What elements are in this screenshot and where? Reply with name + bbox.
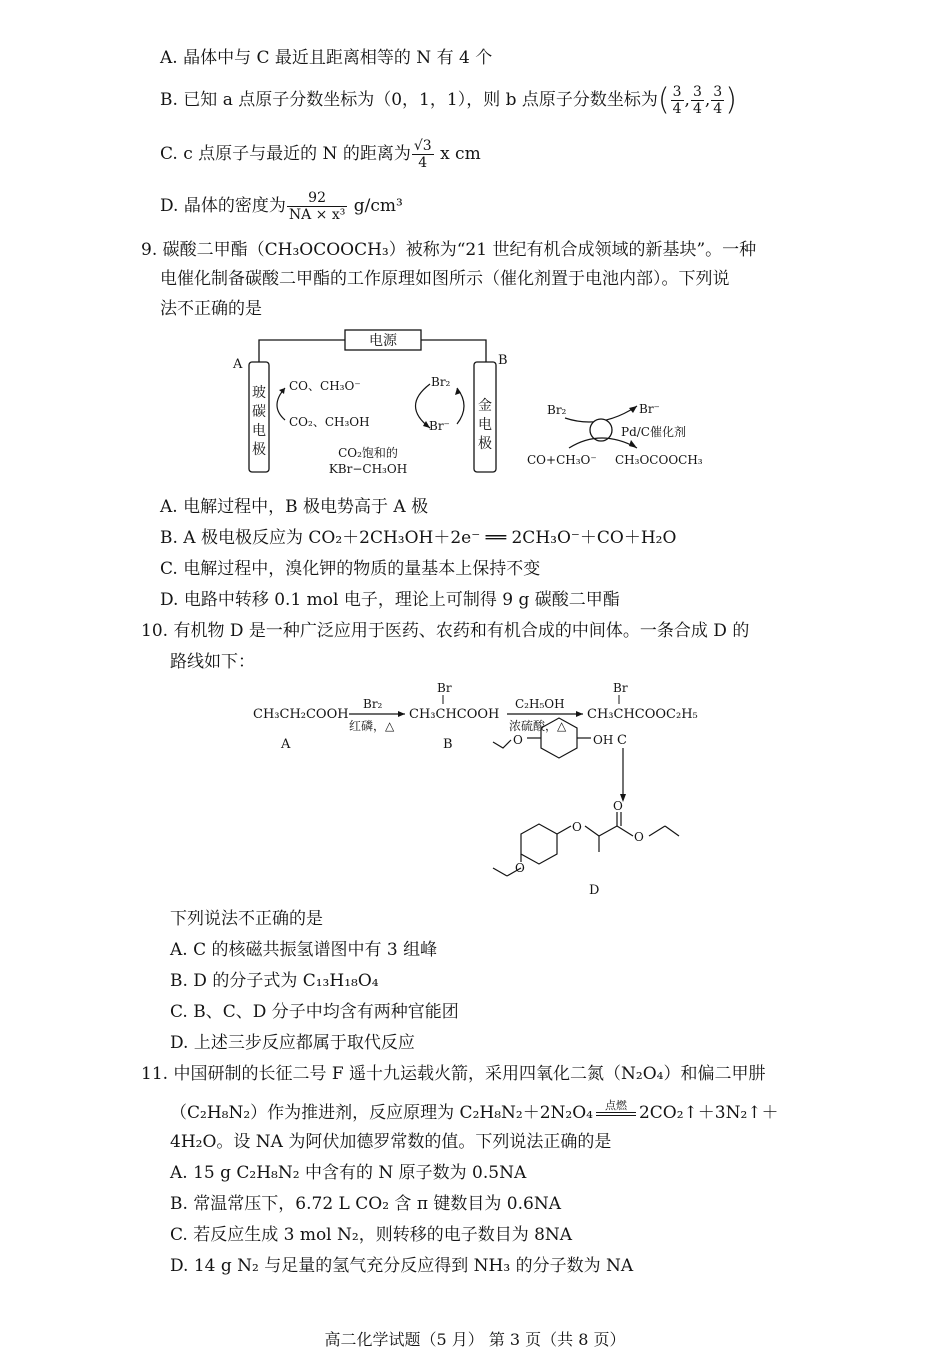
q8-option-b: B. 已知 a 点原子分数坐标为（0，1，1），则 b 点原子分数坐标为( $\frac{3}{4}$ , $\frac{3}{4}$ , $\frac{3}{4}$ ) — [160, 82, 737, 118]
electrolyte-label-1: CO₂饱和的 — [338, 446, 398, 460]
q9-stem-line1: 9. 碳酸二甲酯（CH₃OCOOCH₃）被称为“21 世纪有机合成领域的新基块”。一种 — [141, 240, 757, 260]
open-paren: ( — [657, 82, 670, 118]
frac-1: $\frac{3}{4}$ — [672, 84, 682, 117]
arrow2-reagent: C₂H₅OH — [515, 697, 565, 711]
q11-equation-left: （C₂H₈N₂）作为推进剂，反应原理为 C₂H₈N₂＋2N₂O₄ — [170, 1103, 593, 1123]
arrowhead — [629, 406, 637, 413]
q10-option-c: C. B、C、D 分子中均含有两种官能团 — [170, 1002, 459, 1022]
right-electrode-char: 金 — [478, 398, 492, 414]
q10-stem-line1: 10. 有机物 D 是一种广泛应用于医药、农药和有机合成的中间体。一条合成 D 的 — [141, 621, 750, 641]
right-reductant-label: Br⁻ — [429, 419, 450, 433]
q9-option-c: C. 电解过程中，溴化钾的物质的量基本上保持不变 — [160, 559, 541, 579]
q8-option-a: A. 晶体中与 C 最近且距离相等的 N 有 4 个 — [160, 48, 493, 68]
q11-stem-line2 — [170, 1100, 779, 1124]
left-product-label: CO、CH₃O⁻ — [289, 379, 361, 393]
catalyst-br2: Br₂ — [547, 403, 567, 417]
q9-option-b: B. A 极电极反应为 CO₂＋2CH₃OH＋2e⁻ ══ 2CH₃O⁻＋CO＋H₂O — [160, 528, 677, 548]
arrow1-reagent: Br₂ — [363, 697, 383, 711]
right-electrode-char: 极 — [478, 436, 492, 452]
right-electrode-char: 电 — [478, 417, 492, 433]
compound-c-formula: CH₃CHCOOC₂H₅ — [587, 707, 698, 722]
page-footer: 高二化学试题（5 月） 第 3 页（共 8 页） — [324, 1330, 626, 1349]
left-electrode-char: 电 — [252, 423, 266, 439]
q11-stem-line3: 4H₂O。设 NA 为阿伏加德罗常数的值。下列说法正确的是 — [170, 1132, 612, 1152]
q9-stem-line2: 电催化制备碳酸二甲酯的工作原理如图所示（催化剂置于电池内部）。下列说 — [160, 269, 730, 289]
q11-option-b: B. 常温常压下，6.72 L CO₂ 含 π 键数目为 0.6NA — [170, 1194, 561, 1214]
ether-oxygen: O — [513, 733, 523, 747]
close-paren: ) — [725, 82, 737, 118]
electrode-b-label: B — [498, 353, 508, 368]
q8-option-d-text: D. 晶体的密度为 — [160, 196, 286, 216]
left-electrode-char: 碳 — [252, 404, 266, 420]
left-electrode-char: 玻 — [252, 385, 266, 401]
arrowhead — [629, 440, 637, 448]
compound-b-br: Br — [437, 681, 452, 695]
q10-prompt: 下列说法不正确的是 — [170, 909, 323, 929]
catalyst-label: Pd/C催化剂 — [621, 425, 686, 439]
q11-option-c: C. 若反应生成 3 mol N₂，则转移的电子数目为 8NA — [170, 1225, 573, 1245]
compound-c-br: Br — [613, 681, 628, 695]
d-carbonyl-oxygen: O — [613, 799, 623, 813]
q11-option-a: A. 15 g C₂H₈N₂ 中含有的 N 原子数为 0.5NA — [170, 1163, 527, 1183]
arrowhead — [576, 711, 583, 717]
compound-a-label: A — [281, 737, 291, 752]
q10-option-a: A. C 的核磁共振氢谱图中有 3 组峰 — [170, 940, 438, 960]
q8-option-c — [160, 136, 481, 172]
q11-stem-line1: 11. 中国研制的长征二号 F 遥十九运载火箭，采用四氧化二氮（N₂O₄）和偏二甲肼 — [141, 1064, 766, 1084]
arrow1-condition: 红磷，△ — [349, 719, 395, 733]
q8-option-d — [160, 188, 403, 224]
q8-option-c-unit: x cm — [440, 144, 481, 164]
q9-option-d: D. 电路中转移 0.1 mol 电子，理论上可制得 9 g 碳酸二甲酯 — [160, 590, 620, 610]
compound-d-label: D — [589, 883, 600, 898]
catalyst-product: CH₃OCOOCH₃ — [615, 453, 703, 467]
right-curved-arrow — [416, 384, 431, 428]
q11-equation-right: 2CO₂↑＋3N₂↑＋ — [638, 1103, 779, 1123]
ignition-arrow: 点燃 — [596, 1100, 636, 1124]
q9-stem-line3: 法不正确的是 — [160, 299, 262, 319]
q8-option-b-text: B. 已知 a 点原子分数坐标为（0，1，1），则 b 点原子分数坐标为 — [160, 90, 658, 110]
q11-option-d: D. 14 g N₂ 与足量的氢气充分反应得到 NH₃ 的分子数为 NA — [170, 1256, 634, 1276]
catalyst-br-minus: Br⁻ — [639, 402, 660, 416]
d-ester-oxygen: O — [634, 830, 644, 844]
q8-option-c-text: C. c 点原子与最近的 N 的距离为 — [160, 144, 411, 164]
arrow2-condition: 浓硫酸，△ — [509, 719, 567, 733]
density-unit: g/cm³ — [353, 196, 403, 216]
catalyst-reactants: CO+CH₃O⁻ — [527, 453, 597, 467]
q10-stem-line2: 路线如下： — [170, 652, 255, 672]
frac-3: $\frac{3}{4}$ — [713, 84, 723, 117]
compound-b-label: B — [443, 737, 453, 752]
phenol-oh: OH — [593, 733, 614, 747]
arrowhead — [398, 711, 405, 717]
d-ethoxy-oxygen: O — [515, 861, 525, 875]
arrowhead — [279, 388, 285, 394]
compound-c-label: C — [617, 733, 627, 748]
compound-b-formula: CH₃CHCOOH — [409, 707, 500, 722]
right-oxidant-label: Br₂ — [431, 375, 451, 389]
sqrt3-over-4: $\frac{√3}{4}$ — [413, 138, 432, 171]
power-source-label: 电源 — [369, 333, 397, 349]
frac-2: $\frac{3}{4}$ — [692, 84, 702, 117]
d-ether-oxygen: O — [572, 820, 582, 834]
synthesis-scheme — [245, 676, 725, 906]
electrolyte-label-2: KBr−CH₃OH — [328, 462, 408, 476]
left-reactant-label: CO₂、CH₃OH — [289, 415, 370, 429]
electrolysis-diagram — [225, 322, 745, 492]
q10-option-b: B. D 的分子式为 C₁₃H₁₈O₄ — [170, 971, 379, 991]
q10-option-d: D. 上述三步反应都属于取代反应 — [170, 1033, 415, 1053]
electrode-a-label: A — [233, 357, 243, 372]
q9-option-a: A. 电解过程中，B 极电势高于 A 极 — [160, 497, 429, 517]
compound-a-formula: CH₃CH₂COOH — [253, 707, 349, 722]
left-electrode-char: 极 — [252, 442, 266, 458]
density-fraction: $\frac{92}{\text{NA × x³}}$ — [288, 190, 346, 223]
